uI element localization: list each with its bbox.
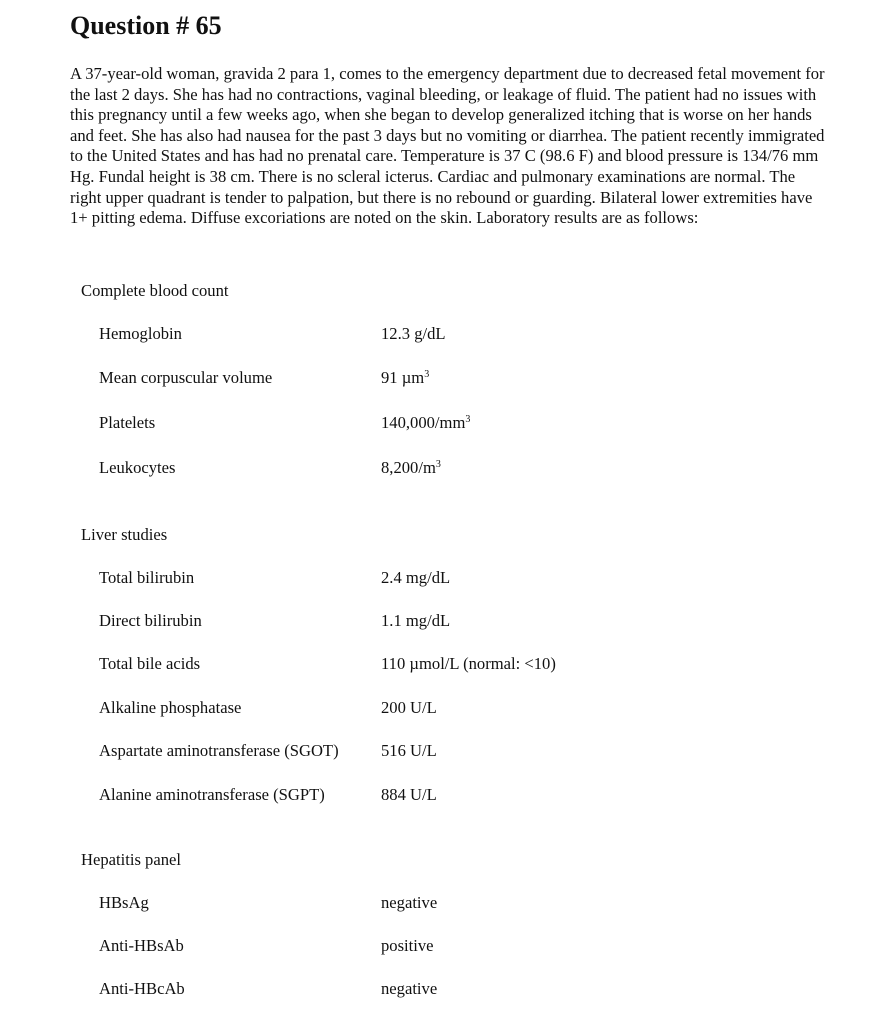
lab-label: Anti-HBcAb [99, 979, 185, 998]
lab-label: Hemoglobin [99, 324, 182, 343]
lab-row-bile-acids [99, 653, 839, 675]
lab-label: Total bilirubin [99, 568, 195, 587]
lab-value: 200 U/L [381, 698, 437, 717]
lab-value: $8,200/m^3$ [381, 458, 441, 477]
lab-row-alkaline-phosphatase [99, 697, 839, 719]
lab-value: 1.1 mg/dL [381, 611, 451, 630]
lab-row-mcv [99, 367, 839, 389]
hepatitis-heading: Hepatitis panel [81, 850, 181, 869]
lab-label: Alanine aminotransferase (SGPT) [99, 785, 325, 804]
lab-label: Total bile acids [99, 654, 201, 673]
question-stem: A 37-year-old woman, gravida 2 para 1, comes to the emergency department due to decreased fetal movement for the last 2 days. She has had no contractions, vaginal bleeding, or leakage of fluid. The patient had no issues with this pregnancy until a few weeks ago, when she began to develop generalized itching that is worse on her hands and feet. She has also had nausea for the past 3 days but no vomiting or diarrhea. The patient recently immigrated to the United States and has had no prenatal care. Temperature is 37 C (98.6 F) and blood pressure is 134/76 mm Hg. Fundal height is 38 cm. There is no scleral icterus. Cardiac and pulmonary examinations are normal. The right upper quadrant is tender to palpation, but there is no rebound or guarding. Bilateral lower extremities have 1+ pitting edema. Diffuse excoriations are noted on the skin. Laboratory results are as follows: [70, 64, 825, 228]
lab-label: Platelets [99, 413, 156, 432]
lab-row-anti-hbsab [99, 935, 839, 957]
cbc-heading: Complete blood count [81, 281, 229, 300]
lab-row-platelets [99, 412, 839, 434]
lab-label: Aspartate aminotransferase (SGOT) [99, 741, 339, 760]
lab-value: 91 µm$^3$ [381, 368, 430, 387]
superscript: 3 [435, 459, 441, 470]
lab-value: 2.4 mg/dL [381, 568, 451, 587]
lab-value: positive [381, 936, 434, 955]
lab-label: Mean corpuscular volume [99, 368, 273, 387]
lab-row-leukocytes [99, 457, 839, 479]
superscript: 3 [424, 369, 430, 380]
lab-row-hemoglobin [99, 323, 839, 345]
lab-row-total-bilirubin [99, 567, 839, 589]
lab-label: Anti-HBsAb [99, 936, 184, 955]
lab-value: $140,000/mm^3$ [381, 413, 471, 432]
lab-value: 12.3 g/dL [381, 324, 446, 343]
liver-heading: Liver studies [81, 525, 168, 544]
lab-row-direct-bilirubin [99, 610, 839, 632]
lab-row-hbsag [99, 892, 839, 914]
lab-value: 516 U/L [381, 741, 437, 760]
question-title: Question # 65 [70, 11, 222, 40]
superscript: 3 [465, 414, 471, 425]
lab-value: 884 U/L [381, 785, 437, 804]
lab-row-ast [99, 740, 839, 762]
lab-label: Leukocytes [99, 458, 176, 477]
lab-row-anti-hbcab [99, 978, 839, 1000]
lab-label: HBsAg [99, 893, 149, 912]
lab-row-alt [99, 784, 839, 806]
lab-label: Direct bilirubin [99, 611, 202, 630]
lab-value: negative [381, 893, 438, 912]
lab-label: Alkaline phosphatase [99, 698, 242, 717]
lab-value: 110 µmol/L (normal: <10) [381, 654, 556, 673]
lab-value: negative [381, 979, 438, 998]
